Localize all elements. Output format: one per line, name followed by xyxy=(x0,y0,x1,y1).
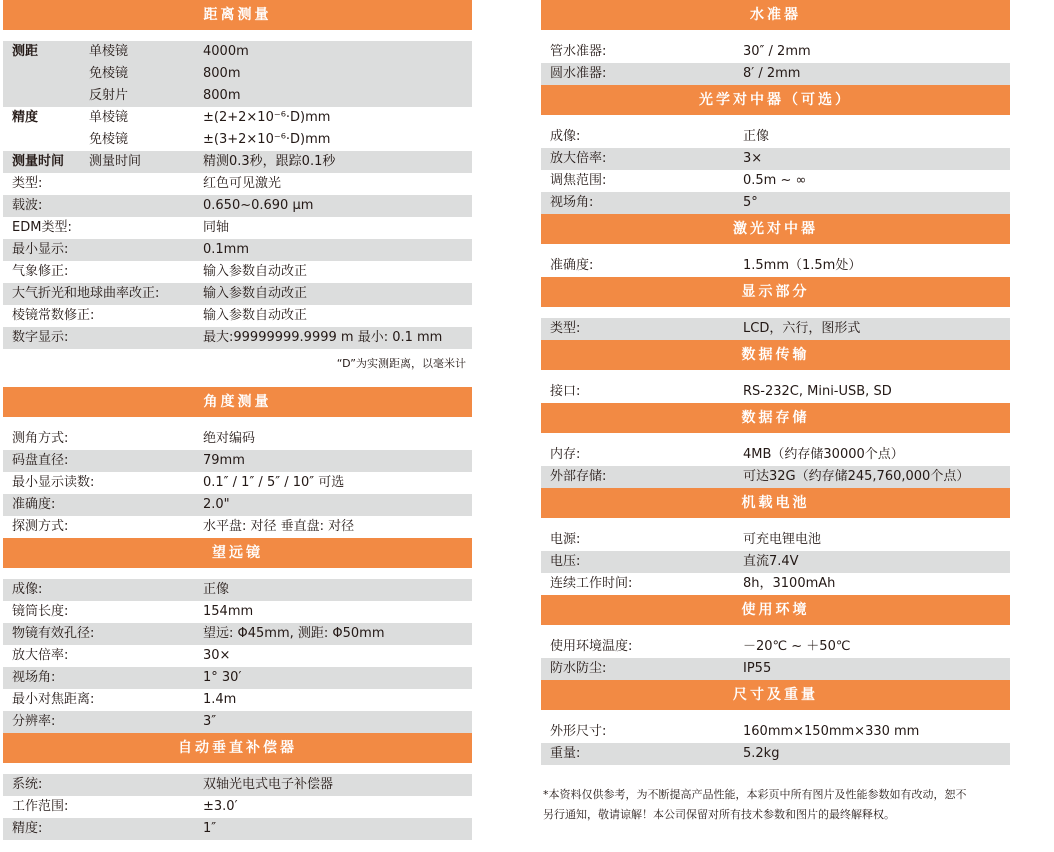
spec-row xyxy=(541,743,1010,765)
spec-row xyxy=(3,428,472,450)
right-column xyxy=(541,0,1010,825)
spec-label: 镜筒长度: xyxy=(12,604,69,619)
spec-label: 准确度: xyxy=(550,258,594,273)
spec-value: 精测0.3秒，跟踪0.1秒 xyxy=(203,154,336,169)
spec-row xyxy=(541,551,1010,573)
spec-value: 0.5m ~ ∞ xyxy=(743,173,807,188)
spec-label: 内存: xyxy=(550,447,581,462)
spec-row xyxy=(3,195,472,217)
section-size-weight xyxy=(541,680,1010,765)
spec-row xyxy=(3,283,472,305)
spec-row xyxy=(3,472,472,494)
spec-value: 可充电锂电池 xyxy=(743,532,822,547)
spec-row xyxy=(3,305,472,327)
spec-value: 输入参数自动改正 xyxy=(203,264,308,279)
section-header: 光学对中器（可选） xyxy=(541,85,1010,115)
spec-label: 分辨率: xyxy=(12,714,56,729)
spec-label: 测角方式: xyxy=(12,431,69,446)
section-header: 望远镜 xyxy=(3,538,472,568)
spec-label: 放大倍率: xyxy=(12,648,69,663)
spec-row xyxy=(3,85,472,107)
section-compensator xyxy=(3,733,472,840)
spec-label: 物镜有效孔径: xyxy=(12,626,95,641)
spec-row xyxy=(3,450,472,472)
spec-value: 1.4m xyxy=(203,692,237,707)
spec-value: 8′ / 2mm xyxy=(743,66,801,81)
spec-value: 双轴光电式电子补偿器 xyxy=(203,777,334,792)
spec-value: 正像 xyxy=(203,582,230,597)
section-telescope xyxy=(3,538,472,733)
spec-label: 视场角: xyxy=(12,670,56,685)
spec-row xyxy=(541,126,1010,148)
spec-row xyxy=(3,667,472,689)
section-header: 数据存储 xyxy=(541,403,1010,433)
section-header: 自动垂直补偿器 xyxy=(3,733,472,763)
section-header: 显示部分 xyxy=(541,277,1010,307)
spec-label: 准确度: xyxy=(12,497,56,512)
spec-row xyxy=(3,579,472,601)
spec-row xyxy=(3,151,472,173)
spec-label: 类型: xyxy=(550,321,581,336)
spec-row xyxy=(541,63,1010,85)
section-header: 水准器 xyxy=(541,0,1010,30)
spec-value: 3″ xyxy=(203,714,217,729)
spec-label: 最小显示读数: xyxy=(12,475,95,490)
spec-row xyxy=(3,217,472,239)
spec-row xyxy=(3,796,472,818)
spec-row xyxy=(3,239,472,261)
spec-label: 大气折光和地球曲率改正: xyxy=(12,286,160,301)
spec-label: 测距 xyxy=(12,44,39,59)
disclaimer-line: 另行通知，敬请谅解！本公司保留对所有技术参数和图片的最终解释权。 xyxy=(543,808,895,821)
spec-sublabel: 单棱镜 xyxy=(89,44,129,59)
spec-label: 类型: xyxy=(12,176,43,191)
spec-label: 精度 xyxy=(12,110,39,125)
section-angle-measurement xyxy=(3,387,472,538)
spec-label: 连续工作时间: xyxy=(550,576,633,591)
spec-row xyxy=(541,529,1010,551)
spec-label: 成像: xyxy=(550,129,581,144)
section-laser-plummet xyxy=(541,214,1010,277)
spec-sublabel: 测量时间 xyxy=(89,154,142,169)
disclaimer xyxy=(541,785,1010,825)
section-distance-measurement xyxy=(3,0,472,379)
spec-row xyxy=(541,658,1010,680)
spec-value: 正像 xyxy=(743,129,770,144)
spec-label: 探测方式: xyxy=(12,519,69,534)
spec-row xyxy=(3,129,472,151)
spec-label: 视场角: xyxy=(550,195,594,210)
spec-value: LCD，六行，图形式 xyxy=(743,321,861,336)
spec-label: 外部存储: xyxy=(550,469,607,484)
spec-value: 输入参数自动改正 xyxy=(203,308,308,323)
spec-row xyxy=(541,170,1010,192)
spec-row xyxy=(3,494,472,516)
section-data-transfer xyxy=(541,340,1010,403)
section-environment xyxy=(541,595,1010,680)
spec-value: 可达32G（约存储245,760,000个点） xyxy=(743,469,970,484)
distance-footnote: “D”为实测距离，以毫米计 xyxy=(336,357,466,370)
spec-row xyxy=(3,689,472,711)
spec-value: 154mm xyxy=(203,604,254,619)
spec-label: 防水防尘: xyxy=(550,661,607,676)
spec-row xyxy=(3,711,472,733)
spec-value: 1° 30′ xyxy=(203,670,242,685)
spec-value: IP55 xyxy=(743,661,772,676)
spec-value: 1″ xyxy=(203,821,217,836)
spec-label: 气象修正: xyxy=(12,264,69,279)
disclaimer-line: *本资料仅供参考，为不断提高产品性能，本彩页中所有图片及性能参数如有改动，恕不 xyxy=(543,788,967,801)
spec-value: 红色可见激光 xyxy=(203,176,282,191)
spec-row xyxy=(3,601,472,623)
spec-row xyxy=(541,318,1010,340)
spec-label: 载波: xyxy=(12,198,43,213)
spec-value: 3× xyxy=(743,151,763,166)
spec-label: 圆水准器: xyxy=(550,66,607,81)
section-battery xyxy=(541,488,1010,595)
spec-label: 系统: xyxy=(12,777,43,792)
spec-label: 精度: xyxy=(12,821,43,836)
section-header: 距离测量 xyxy=(3,0,472,30)
spec-value: 绝对编码 xyxy=(203,431,256,446)
spec-value: 79mm xyxy=(203,453,245,468)
spec-label: 接口: xyxy=(550,384,581,399)
section-header: 数据传输 xyxy=(541,340,1010,370)
spec-row xyxy=(541,636,1010,658)
spec-row xyxy=(3,645,472,667)
spec-row xyxy=(541,573,1010,595)
spec-sublabel: 免棱镜 xyxy=(89,66,129,81)
spec-row xyxy=(541,255,1010,277)
spec-row xyxy=(3,774,472,796)
spec-label: 电源: xyxy=(550,532,581,547)
spec-row xyxy=(3,41,472,63)
spec-value: 输入参数自动改正 xyxy=(203,286,308,301)
section-header: 尺寸及重量 xyxy=(541,680,1010,710)
spec-row xyxy=(541,721,1010,743)
spec-sublabel: 反射片 xyxy=(89,88,129,103)
spec-row xyxy=(3,623,472,645)
spec-value: 同轴 xyxy=(203,220,230,235)
spec-row xyxy=(3,261,472,283)
spec-sublabel: 免棱镜 xyxy=(89,132,129,147)
spec-value: 30× xyxy=(203,648,231,663)
spec-label: 码盘直径: xyxy=(12,453,69,468)
spec-value: ±(2+2×10⁻⁶·D)mm xyxy=(203,110,331,125)
spec-label: 棱镜常数修正: xyxy=(12,308,95,323)
spec-label: 外形尺寸: xyxy=(550,724,607,739)
spec-value: 最大:99999999.9999 m 最小: 0.1 mm xyxy=(203,330,443,345)
spec-value: 5.2kg xyxy=(743,746,780,761)
spec-row xyxy=(3,327,472,349)
section-header: 使用环境 xyxy=(541,595,1010,625)
spec-value: ±(3+2×10⁻⁶·D)mm xyxy=(203,132,331,147)
spec-label: 调焦范围: xyxy=(550,173,607,188)
spec-value: 800m xyxy=(203,66,241,81)
section-data-storage xyxy=(541,403,1010,488)
spec-label: 成像: xyxy=(12,582,43,597)
spec-value: 160mm×150mm×330 mm xyxy=(743,724,920,739)
section-display xyxy=(541,277,1010,340)
spec-value: －20℃ ~ ＋50℃ xyxy=(743,639,851,654)
spec-label: 重量: xyxy=(550,746,581,761)
spec-label: EDM类型: xyxy=(12,220,72,235)
spec-label: 工作范围: xyxy=(12,799,69,814)
spec-label: 测量时间 xyxy=(12,154,65,169)
spec-row xyxy=(541,381,1010,403)
spec-value: 水平盘: 对径 垂直盘: 对径 xyxy=(203,519,355,534)
section-level-vial xyxy=(541,0,1010,85)
spec-row xyxy=(3,107,472,129)
spec-value: 5° xyxy=(743,195,758,210)
spec-value: 0.1″ / 1″ / 5″ / 10″ 可选 xyxy=(203,475,345,490)
spec-value: 8h，3100mAh xyxy=(743,576,836,591)
spec-label: 使用环境温度: xyxy=(550,639,633,654)
spec-label: 数字显示: xyxy=(12,330,69,345)
spec-row xyxy=(541,41,1010,63)
spec-row xyxy=(541,466,1010,488)
spec-row xyxy=(3,818,472,840)
section-header: 激光对中器 xyxy=(541,214,1010,244)
spec-label: 最小显示: xyxy=(12,242,69,257)
spec-row xyxy=(3,63,472,85)
spec-value: 4000m xyxy=(203,44,249,59)
section-header: 角度测量 xyxy=(3,387,472,417)
spec-value: 0.1mm xyxy=(203,242,250,257)
spec-row xyxy=(3,173,472,195)
spec-value: 0.650~0.690 μm xyxy=(203,198,314,213)
spec-label: 放大倍率: xyxy=(550,151,607,166)
spec-row xyxy=(541,148,1010,170)
spec-label: 电压: xyxy=(550,554,581,569)
spec-row xyxy=(541,444,1010,466)
spec-sublabel: 单棱镜 xyxy=(89,110,129,125)
spec-label: 管水准器: xyxy=(550,44,607,59)
spec-value: 30″ / 2mm xyxy=(743,44,811,59)
left-column xyxy=(3,0,472,840)
spec-value: 2.0" xyxy=(203,497,230,512)
spec-value: 望远: Φ45mm, 测距: Φ50mm xyxy=(203,626,385,641)
section-optical-plummet xyxy=(541,85,1010,214)
spec-value: 1.5mm（1.5m处） xyxy=(743,258,862,273)
spec-value: RS-232C, Mini-USB, SD xyxy=(743,384,892,399)
section-header: 机载电池 xyxy=(541,488,1010,518)
spec-value: 4MB（约存储30000个点） xyxy=(743,447,904,462)
spec-label: 最小对焦距离: xyxy=(12,692,95,707)
spec-value: 直流7.4V xyxy=(743,554,799,569)
spec-value: ±3.0′ xyxy=(203,799,238,814)
spec-value: 800m xyxy=(203,88,241,103)
spec-row xyxy=(3,516,472,538)
spec-row xyxy=(541,192,1010,214)
